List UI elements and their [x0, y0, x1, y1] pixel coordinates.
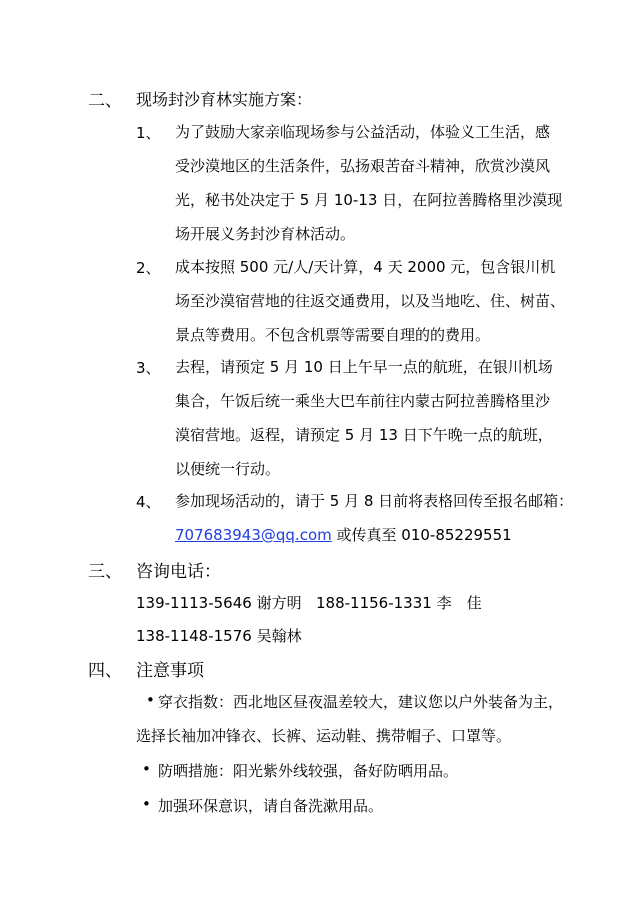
item-1-line-3: 光，秘书处决定于 5 月 10-13 日，在阿拉善腾格里沙漠现	[175, 191, 563, 209]
contact-phone: 139-1113-5646	[136, 594, 252, 612]
notice-3-bullet: •	[142, 795, 151, 813]
item-1-number: 1、	[136, 124, 161, 142]
section-4-title: 注意事项	[136, 661, 204, 681]
contact-3	[136, 625, 302, 646]
notice-3-text: 加强环保意识，请自备洗漱用品。	[158, 797, 384, 815]
item-2-line-3: 景点等费用。不包含机票等需要自理的的费用。	[175, 326, 491, 344]
section-2-title: 现场封沙育林实施方案：	[136, 90, 313, 109]
item-3-line-4: 以便统一行动。	[175, 460, 281, 478]
section-3-number: 三、	[88, 562, 122, 582]
section-2-number: 二、	[88, 91, 122, 111]
section-4-number: 四、	[88, 661, 122, 681]
item-1-line-1: 为了鼓励大家亲临现场参与公益活动，体验义工生活，感	[175, 123, 551, 141]
contact-name: 吴翰林	[256, 627, 302, 645]
item-2-line-2: 场至沙漠宿营地的往返交通费用，以及当地吃、住、树苗、	[175, 292, 566, 310]
item-1-line-4: 场开展义务封沙育林活动。	[175, 225, 356, 243]
notice-1-line-2: 选择长袖加冲锋衣、长裤、运动鞋、携带帽子、口罩等。	[136, 727, 512, 745]
contact-phone: 138-1148-1576	[136, 627, 252, 645]
email-link[interactable]: 707683943@qq.com	[175, 526, 332, 544]
item-1-line-2: 受沙漠地区的生活条件，弘扬艰苦奋斗精神，欣赏沙漠风	[175, 157, 551, 175]
item-3-number: 3、	[136, 359, 161, 377]
notice-1-bullet: •	[146, 691, 155, 709]
notice-2-text: 防晒措施：阳光紫外线较强，备好防晒用品。	[158, 762, 459, 780]
item-4-number: 4、	[136, 493, 161, 511]
item-2-number: 2、	[136, 259, 161, 277]
item-2-line-1: 成本按照 500 元/人/天计算，4 天 2000 元，包含银川机	[175, 258, 556, 276]
item-4-line-1: 参加现场活动的，请于 5 月 8 日前将表格回传至报名邮箱：	[175, 492, 574, 510]
item-4-contact-line	[175, 524, 512, 545]
notice-1-line-1: 穿衣指数：西北地区昼夜温差较大，建议您以户外装备为主，	[158, 693, 564, 711]
contact-2	[316, 592, 482, 613]
contact-name: 李 佳	[436, 594, 482, 612]
contact-phone: 188-1156-1331	[316, 594, 432, 612]
item-3-line-2: 集合，午饭后统一乘坐大巴车前往内蒙古阿拉善腾格里沙	[175, 392, 551, 410]
section-3-title: 咨询电话：	[136, 562, 221, 582]
item-3-line-1: 去程，请预定 5 月 10 日上午早一点的航班，在银川机场	[175, 358, 553, 376]
contact-name: 谢方明	[256, 594, 302, 612]
contact-1	[136, 592, 302, 613]
fax-text: 或传真至 010-85229551	[331, 526, 512, 544]
item-3-line-3: 漠宿营地。返程，请预定 5 月 13 日下午晚一点的航班，	[175, 426, 553, 444]
notice-2-bullet: •	[142, 760, 151, 778]
